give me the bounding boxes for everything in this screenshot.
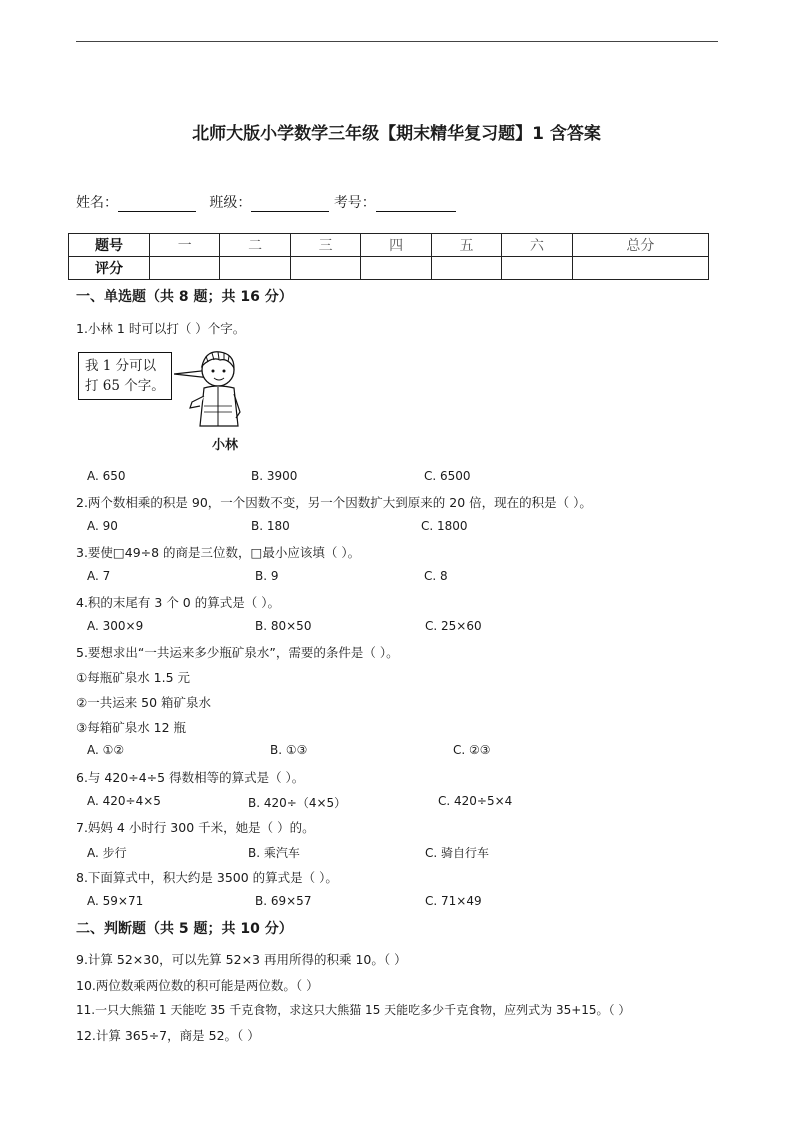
option-a[interactable]: A. 650 (87, 469, 126, 483)
option-b[interactable]: B. 乘汽车 (248, 846, 300, 860)
option-b[interactable]: B. 80×50 (255, 619, 312, 633)
option-a[interactable]: A. 59×71 (87, 894, 144, 908)
option-b[interactable]: B. ①③ (270, 743, 308, 757)
option-c[interactable]: C. 71×49 (425, 894, 482, 908)
xiaolin-illustration (78, 346, 250, 456)
option-b[interactable]: B. 3900 (251, 469, 298, 483)
score-input-cell[interactable] (502, 257, 572, 280)
judgement-question: 11.一只大熊猫 1 天能吃 35 千克食物，求这只大熊猫 15 天能吃多少千克食物，应列式为 35+15。（ ） (76, 1003, 631, 1017)
option-b[interactable]: B. 9 (255, 569, 279, 583)
name-label: 姓名： (76, 195, 118, 211)
judgement-question: 12.计算 365÷7，商是 52。（ ） (76, 1028, 260, 1043)
exam-number-field[interactable] (376, 197, 456, 212)
question-stem: 1.小林 1 时可以打（ ）个字。 (76, 321, 246, 336)
score-input-cell[interactable] (572, 257, 708, 280)
class-label: 班级： (209, 195, 252, 211)
score-input-cell[interactable] (431, 257, 501, 280)
option-c[interactable]: C. 420÷5×4 (438, 794, 513, 808)
bubble-text-line: 我 1 分可以 (85, 358, 157, 374)
speech-bubble (78, 352, 172, 400)
exam-label: 考号： (333, 195, 376, 211)
judgement-question: 9.计算 52×30，可以先算 52×3 再用所得的积乘 10。（ ） (76, 952, 407, 967)
option-b[interactable]: B. 180 (251, 519, 290, 533)
condition-item: ③每箱矿泉水 12 瓶 (76, 720, 187, 735)
option-a[interactable]: A. 420÷4×5 (87, 794, 161, 808)
header-rule (76, 41, 718, 42)
score-table-cell: 四 (361, 234, 431, 257)
option-c[interactable]: C. 6500 (424, 469, 471, 483)
option-c[interactable]: C. 1800 (421, 519, 468, 533)
section-heading-true-false: 二、判断题（共 5 题；共 10 分） (76, 921, 293, 937)
option-c[interactable]: C. 8 (424, 569, 448, 583)
score-input-cell[interactable] (150, 257, 220, 280)
class-field[interactable] (251, 197, 329, 212)
figure-caption: 小林 (212, 438, 239, 453)
boy-drawing (174, 346, 250, 434)
question-stem: 8.下面算式中，积大约是 3500 的算式是（ ）。 (76, 870, 338, 885)
score-table-cell: 一 (150, 234, 220, 257)
score-table-cell: 五 (431, 234, 501, 257)
question-stem: 5.要想求出“一共运来多少瓶矿泉水”，需要的条件是（ ）。 (76, 645, 399, 660)
document-title: 北师大版小学数学三年级【期末精华复习题】1 含答案 (192, 124, 601, 144)
student-info-line (76, 192, 456, 212)
option-a[interactable]: A. 300×9 (87, 619, 144, 633)
bubble-text-line: 打 65 个字。 (85, 378, 165, 394)
condition-item: ②一共运来 50 箱矿泉水 (76, 695, 212, 710)
condition-item: ①每瓶矿泉水 1.5 元 (76, 670, 191, 685)
score-table-header-row (69, 234, 709, 257)
judgement-question: 10.两位数乘两位数的积可能是两位数。（ ） (76, 978, 319, 993)
question-stem: 6.与 420÷4÷5 得数相等的算式是（ ）。 (76, 770, 305, 785)
option-c[interactable]: C. 25×60 (425, 619, 482, 633)
option-a[interactable]: A. 7 (87, 569, 111, 583)
option-b[interactable]: B. 69×57 (255, 894, 312, 908)
option-b[interactable]: B. 420÷（4×5） (248, 796, 347, 810)
score-table (68, 233, 709, 280)
option-c[interactable]: C. ②③ (453, 743, 491, 757)
name-field[interactable] (118, 197, 196, 212)
score-input-cell[interactable] (290, 257, 360, 280)
question-stem: 2.两个数相乘的积是 90，一个因数不变，另一个因数扩大到原来的 20 倍，现在的积是（ ）。 (76, 495, 592, 510)
option-a[interactable]: A. 90 (87, 519, 118, 533)
score-table-cell: 二 (220, 234, 290, 257)
score-table-cell: 题号 (69, 234, 150, 257)
score-input-cell[interactable] (220, 257, 290, 280)
question-stem: 7.妈妈 4 小时行 300 千米，她是（ ）的。 (76, 820, 315, 835)
score-input-cell[interactable] (361, 257, 431, 280)
score-table-score-row (69, 257, 709, 280)
score-row-label: 评分 (69, 257, 150, 280)
score-table-cell: 总分 (572, 234, 708, 257)
section-heading-single-choice: 一、单选题（共 8 题；共 16 分） (76, 289, 293, 305)
question-stem: 4.积的末尾有 3 个 0 的算式是（ ）。 (76, 595, 280, 610)
score-table-cell: 六 (502, 234, 572, 257)
question-stem: 3.要使□49÷8 的商是三位数，□最小应该填（ ）。 (76, 545, 361, 560)
option-a[interactable]: A. 步行 (87, 846, 127, 860)
option-c[interactable]: C. 骑自行车 (425, 846, 490, 860)
option-a[interactable]: A. ①② (87, 743, 125, 757)
score-table-cell: 三 (290, 234, 360, 257)
